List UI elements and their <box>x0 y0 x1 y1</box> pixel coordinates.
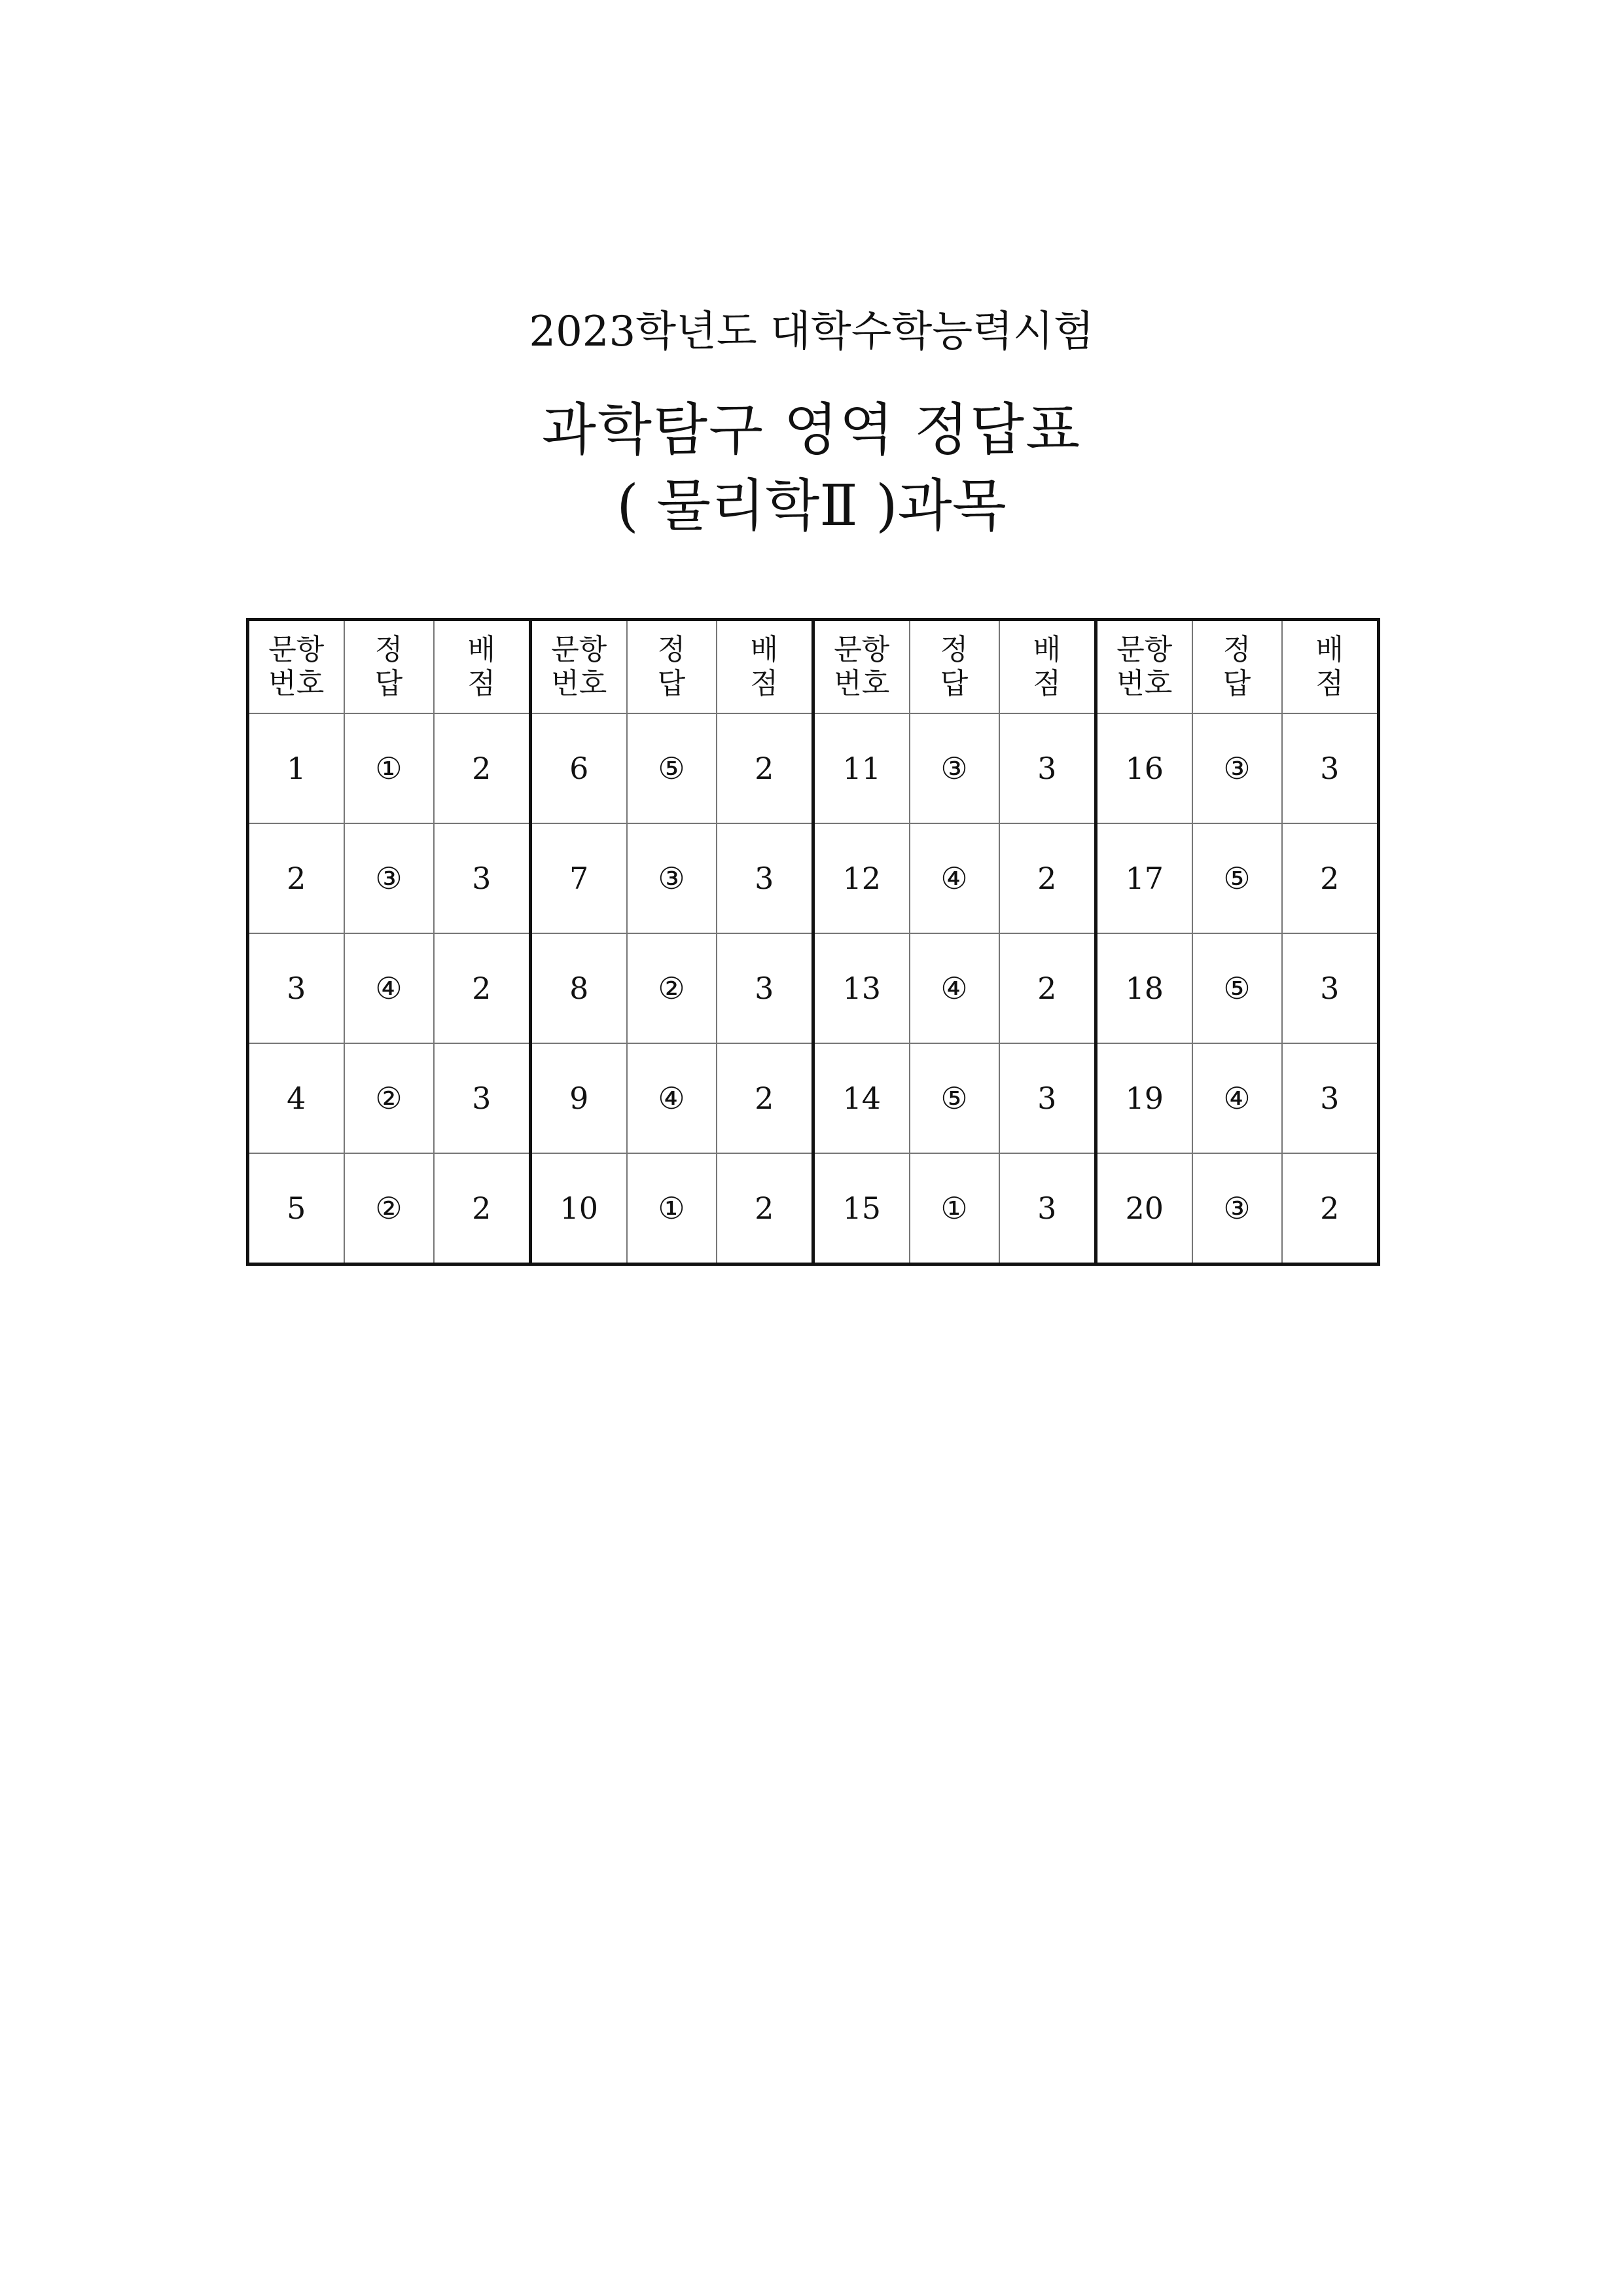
table-row <box>248 933 1379 1043</box>
score-cell: 2 <box>1282 823 1379 933</box>
score-cell: 3 <box>999 1043 1096 1153</box>
header-row <box>248 620 1379 714</box>
question-number: 6 <box>531 713 627 823</box>
score-cell: 3 <box>999 1153 1096 1265</box>
subject-close-paren: )과목 <box>857 473 1007 539</box>
col-header-number <box>1096 620 1192 714</box>
subject-open-paren: ( <box>616 473 657 539</box>
question-number: 2 <box>248 823 344 933</box>
question-number: 1 <box>248 713 344 823</box>
col-header-number-line2: 번호 <box>551 667 607 700</box>
question-number: 13 <box>813 933 910 1043</box>
answer-cell: ③ <box>1192 713 1282 823</box>
answer-table <box>246 618 1380 1266</box>
col-header-number-line2: 번호 <box>834 667 890 700</box>
col-header-number-line2: 번호 <box>268 667 325 700</box>
question-number: 5 <box>248 1153 344 1265</box>
question-number: 15 <box>813 1153 910 1265</box>
col-header-number-line1: 문항 <box>1116 633 1173 666</box>
col-header-number-line1: 문항 <box>551 633 607 666</box>
score-cell: 3 <box>434 823 531 933</box>
answer-cell: ④ <box>1192 1043 1282 1153</box>
score-cell: 2 <box>1282 1153 1379 1265</box>
score-cell: 3 <box>1282 713 1379 823</box>
question-number: 18 <box>1096 933 1192 1043</box>
answer-cell: ④ <box>910 823 999 933</box>
question-number: 3 <box>248 933 344 1043</box>
question-number: 16 <box>1096 713 1192 823</box>
answer-cell: ③ <box>627 823 717 933</box>
answer-cell: ① <box>910 1153 999 1265</box>
col-header-number-line1: 문항 <box>268 633 325 666</box>
col-header-number-line1: 문항 <box>834 633 890 666</box>
answer-cell: ③ <box>1192 1153 1282 1265</box>
col-header-number <box>531 620 627 714</box>
score-cell: 2 <box>999 823 1096 933</box>
answer-cell: ⑤ <box>910 1043 999 1153</box>
col-header-score: 배 점 <box>999 620 1096 714</box>
col-header-answer: 정 답 <box>910 620 999 714</box>
question-number: 19 <box>1096 1043 1192 1153</box>
score-cell: 3 <box>434 1043 531 1153</box>
page-title: 과학탐구 영역 정답표 <box>541 397 1082 463</box>
score-cell: 2 <box>434 1153 531 1265</box>
score-cell: 2 <box>434 713 531 823</box>
question-number: 8 <box>531 933 627 1043</box>
question-number: 9 <box>531 1043 627 1153</box>
answer-cell: ⑤ <box>1192 933 1282 1043</box>
answer-cell: ② <box>627 933 717 1043</box>
score-cell: 3 <box>717 933 813 1043</box>
score-cell: 2 <box>434 933 531 1043</box>
table-row <box>248 823 1379 933</box>
score-cell: 3 <box>999 713 1096 823</box>
answer-cell: ① <box>344 713 434 823</box>
col-header-score: 배 점 <box>717 620 813 714</box>
score-cell: 3 <box>717 823 813 933</box>
question-number: 4 <box>248 1043 344 1153</box>
subject-line <box>0 470 1623 542</box>
answer-cell: ④ <box>344 933 434 1043</box>
col-header-score: 배 점 <box>1282 620 1379 714</box>
score-cell: 2 <box>717 1043 813 1153</box>
score-cell: 3 <box>1282 933 1379 1043</box>
answer-cell: ① <box>627 1153 717 1265</box>
answer-cell: ⑤ <box>627 713 717 823</box>
answer-cell: ③ <box>344 823 434 933</box>
exam-subtitle: 2023학년도 대학수학능력시험 <box>529 308 1094 356</box>
col-header-number <box>248 620 344 714</box>
col-header-score: 배 점 <box>434 620 531 714</box>
question-number: 10 <box>531 1153 627 1265</box>
score-cell: 2 <box>717 1153 813 1265</box>
answer-cell: ② <box>344 1043 434 1153</box>
answer-cell: ③ <box>910 713 999 823</box>
question-number: 17 <box>1096 823 1192 933</box>
table-row <box>248 1043 1379 1153</box>
answer-cell: ④ <box>627 1043 717 1153</box>
score-cell: 2 <box>717 713 813 823</box>
col-header-number-line2: 번호 <box>1116 667 1173 700</box>
col-header-number <box>813 620 910 714</box>
col-header-answer: 정 답 <box>627 620 717 714</box>
score-cell: 2 <box>999 933 1096 1043</box>
answer-cell: ④ <box>910 933 999 1043</box>
col-header-answer: 정 답 <box>1192 620 1282 714</box>
question-number: 11 <box>813 713 910 823</box>
answer-cell: ⑤ <box>1192 823 1282 933</box>
table-row <box>248 713 1379 823</box>
question-number: 12 <box>813 823 910 933</box>
question-number: 20 <box>1096 1153 1192 1265</box>
answer-cell: ② <box>344 1153 434 1265</box>
question-number: 14 <box>813 1043 910 1153</box>
col-header-answer: 정 답 <box>344 620 434 714</box>
score-cell: 3 <box>1282 1043 1379 1153</box>
table-row <box>248 1153 1379 1265</box>
question-number: 7 <box>531 823 627 933</box>
subject-name: 물리학Ⅱ <box>656 473 858 539</box>
